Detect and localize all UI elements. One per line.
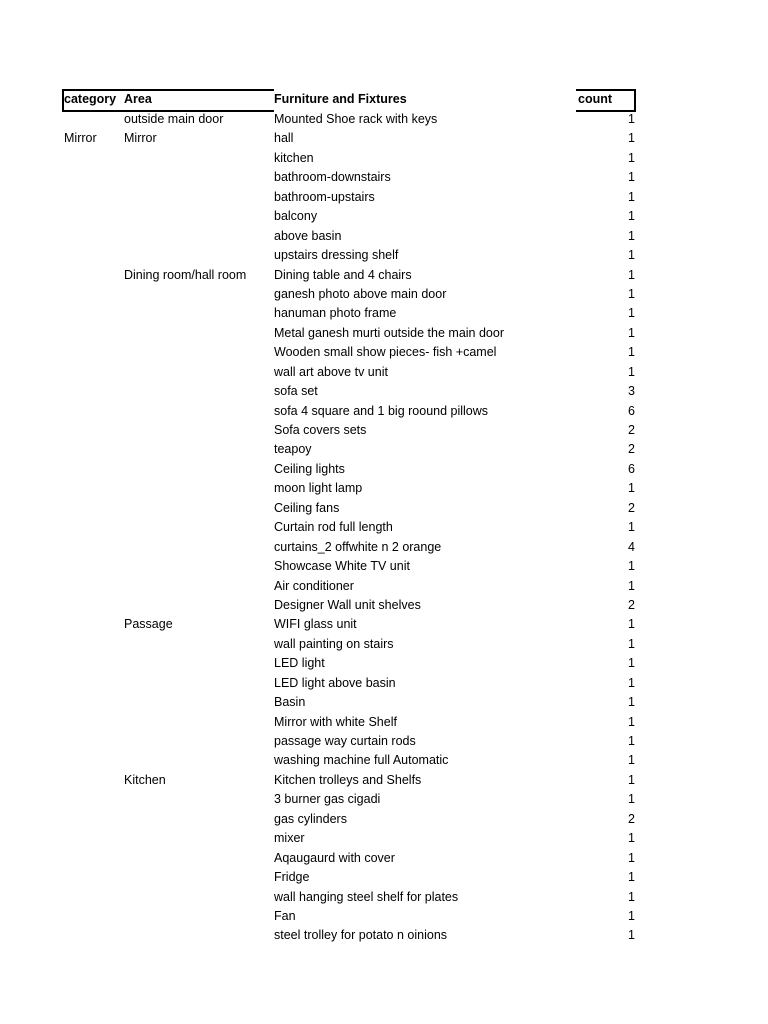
cell-count: 1 bbox=[628, 675, 635, 690]
cell-item: kitchen bbox=[274, 150, 314, 165]
cell-item: wall art above tv unit bbox=[274, 364, 388, 379]
cell-count: 1 bbox=[628, 131, 635, 146]
cell-count: 1 bbox=[628, 850, 635, 865]
cell-count: 1 bbox=[628, 170, 635, 185]
table-row bbox=[62, 207, 638, 226]
cell-count: 1 bbox=[628, 209, 635, 224]
cell-item: balcony bbox=[274, 209, 318, 224]
table-row bbox=[62, 635, 638, 654]
cell-item: sofa set bbox=[274, 384, 318, 399]
cell-count: 1 bbox=[628, 364, 635, 379]
cell-count: 1 bbox=[628, 792, 635, 807]
cell-item: passage way curtain rods bbox=[274, 734, 416, 748]
cell-count: 1 bbox=[628, 150, 635, 165]
table-row bbox=[62, 557, 638, 576]
cell-item: sofa 4 square and 1 big roound pillows bbox=[274, 403, 489, 418]
table-row bbox=[62, 713, 638, 732]
table-row bbox=[62, 363, 638, 382]
cell-count: 1 bbox=[628, 636, 635, 651]
cell-count: 1 bbox=[628, 286, 635, 301]
table-row bbox=[62, 460, 638, 479]
cell-item: Ceiling fans bbox=[274, 500, 340, 515]
cell-count: 2 bbox=[628, 423, 635, 437]
table-row bbox=[62, 577, 638, 596]
cell-area: Mirror bbox=[124, 131, 157, 146]
cell-count: 1 bbox=[628, 559, 635, 574]
cell-item: Aqaugaurd with cover bbox=[274, 850, 395, 865]
cell-count: 1 bbox=[628, 734, 635, 748]
cell-count: 1 bbox=[628, 228, 635, 243]
cell-item: Dining table and 4 chairs bbox=[274, 267, 412, 282]
cell-item: wall hanging steel shelf for plates bbox=[274, 889, 459, 904]
cell-count: 4 bbox=[628, 539, 635, 554]
cell-item: Mirror with white Shelf bbox=[274, 714, 397, 729]
table-row bbox=[62, 421, 638, 440]
cell-item: mixer bbox=[274, 831, 305, 846]
cell-item: Fridge bbox=[274, 870, 310, 885]
table-body bbox=[62, 110, 638, 946]
cell-item: Metal ganesh murti outside the main door bbox=[274, 325, 504, 340]
table-row bbox=[62, 382, 638, 401]
cell-item: Fan bbox=[274, 908, 296, 923]
cell-count: 1 bbox=[628, 870, 635, 885]
cell-item: Showcase White TV unit bbox=[274, 559, 410, 574]
cell-item: Air conditioner bbox=[274, 578, 354, 593]
cell-item: Basin bbox=[274, 695, 306, 710]
table-row bbox=[62, 129, 638, 148]
cell-count: 2 bbox=[628, 442, 635, 457]
header-area: Area bbox=[124, 92, 152, 106]
table-row bbox=[62, 849, 638, 868]
table-row bbox=[62, 402, 638, 421]
cell-item: ganesh photo above main door bbox=[274, 286, 447, 301]
table-row bbox=[62, 907, 638, 926]
cell-item: 3 burner gas cigadi bbox=[274, 792, 381, 807]
cell-count: 2 bbox=[628, 500, 635, 515]
cell-count: 6 bbox=[628, 461, 635, 476]
cell-count: 1 bbox=[628, 306, 635, 321]
table-row bbox=[62, 693, 638, 712]
table-row bbox=[62, 343, 638, 362]
table-row bbox=[62, 732, 638, 751]
cell-item: curtains_2 offwhite n 2 orange bbox=[274, 539, 442, 554]
cell-item: Mounted Shoe rack with keys bbox=[274, 112, 438, 126]
table-row bbox=[62, 168, 638, 187]
cell-item: steel trolley for potato n oinions bbox=[274, 928, 448, 943]
cell-count: 1 bbox=[628, 267, 635, 282]
cell-count: 1 bbox=[628, 189, 635, 204]
table-row bbox=[62, 227, 638, 246]
table-row bbox=[62, 246, 638, 265]
cell-item: hall bbox=[274, 131, 294, 146]
cell-item: Kitchen trolleys and Shelfs bbox=[274, 772, 422, 787]
cell-count: 1 bbox=[628, 753, 635, 768]
cell-count: 1 bbox=[628, 578, 635, 593]
cell-count: 1 bbox=[628, 248, 635, 263]
cell-count: 2 bbox=[628, 811, 635, 826]
cell-count: 6 bbox=[628, 403, 635, 418]
cell-item: washing machine full Automatic bbox=[274, 753, 449, 768]
cell-item: Designer Wall unit shelves bbox=[274, 597, 421, 612]
table-row bbox=[62, 188, 638, 207]
cell-item: WIFI glass unit bbox=[274, 617, 357, 632]
table-row bbox=[62, 926, 638, 945]
table-row bbox=[62, 479, 638, 498]
table-row bbox=[62, 110, 638, 129]
cell-item: gas cylinders bbox=[274, 811, 347, 826]
cell-count: 1 bbox=[628, 695, 635, 710]
cell-item: teapoy bbox=[274, 442, 312, 457]
cell-count: 1 bbox=[628, 112, 635, 126]
table-row bbox=[62, 674, 638, 693]
cell-count: 2 bbox=[628, 597, 635, 612]
cell-item: upstairs dressing shelf bbox=[274, 248, 399, 263]
table-row bbox=[62, 518, 638, 537]
table-row bbox=[62, 596, 638, 615]
cell-count: 1 bbox=[628, 481, 635, 496]
cell-item: bathroom-upstairs bbox=[274, 189, 375, 204]
cell-item: bathroom-downstairs bbox=[274, 170, 391, 185]
table-row bbox=[62, 771, 638, 790]
table-row bbox=[62, 538, 638, 557]
cell-count: 1 bbox=[628, 617, 635, 632]
cell-area: Passage bbox=[124, 617, 173, 632]
cell-item: Wooden small show pieces- fish +camel bbox=[274, 345, 497, 360]
table-row bbox=[62, 615, 638, 634]
cell-item: hanuman photo frame bbox=[274, 306, 397, 321]
cell-count: 1 bbox=[628, 831, 635, 846]
cell-count: 1 bbox=[628, 520, 635, 535]
table-row bbox=[62, 829, 638, 848]
cell-count: 1 bbox=[628, 928, 635, 943]
cell-count: 1 bbox=[628, 889, 635, 904]
cell-item: Ceiling lights bbox=[274, 461, 345, 476]
cell-area: Kitchen bbox=[124, 772, 166, 787]
cell-item: LED light bbox=[274, 656, 325, 671]
table-row bbox=[62, 149, 638, 168]
cell-area: outside main door bbox=[124, 112, 224, 126]
table-row bbox=[62, 499, 638, 518]
table-row bbox=[62, 888, 638, 907]
table-row bbox=[62, 868, 638, 887]
cell-item: Curtain rod full length bbox=[274, 520, 393, 535]
cell-count: 1 bbox=[628, 908, 635, 923]
cell-count: 1 bbox=[628, 345, 635, 360]
table-row bbox=[62, 654, 638, 673]
table-row bbox=[62, 266, 638, 285]
table-row bbox=[62, 285, 638, 304]
cell-item: Sofa covers sets bbox=[274, 423, 367, 437]
cell-item: moon light lamp bbox=[274, 481, 363, 496]
table-row bbox=[62, 751, 638, 770]
header-item: Furniture and Fixtures bbox=[274, 92, 407, 106]
table-row bbox=[62, 790, 638, 809]
cell-count: 1 bbox=[628, 325, 635, 340]
cell-count: 1 bbox=[628, 772, 635, 787]
table-row bbox=[62, 304, 638, 323]
inventory-sheet bbox=[62, 89, 638, 946]
header-category: category bbox=[64, 92, 117, 106]
header-row bbox=[62, 89, 638, 110]
cell-category: Mirror bbox=[64, 131, 97, 146]
table-row bbox=[62, 324, 638, 343]
cell-item: wall painting on stairs bbox=[274, 636, 394, 651]
cell-count: 1 bbox=[628, 656, 635, 671]
table-row bbox=[62, 440, 638, 459]
cell-item: above basin bbox=[274, 228, 342, 243]
table-row bbox=[62, 810, 638, 829]
cell-count: 1 bbox=[628, 714, 635, 729]
header-count: count bbox=[578, 92, 613, 106]
cell-count: 3 bbox=[628, 384, 635, 399]
cell-item: LED light above basin bbox=[274, 675, 396, 690]
cell-area: Dining room/hall room bbox=[124, 267, 247, 282]
